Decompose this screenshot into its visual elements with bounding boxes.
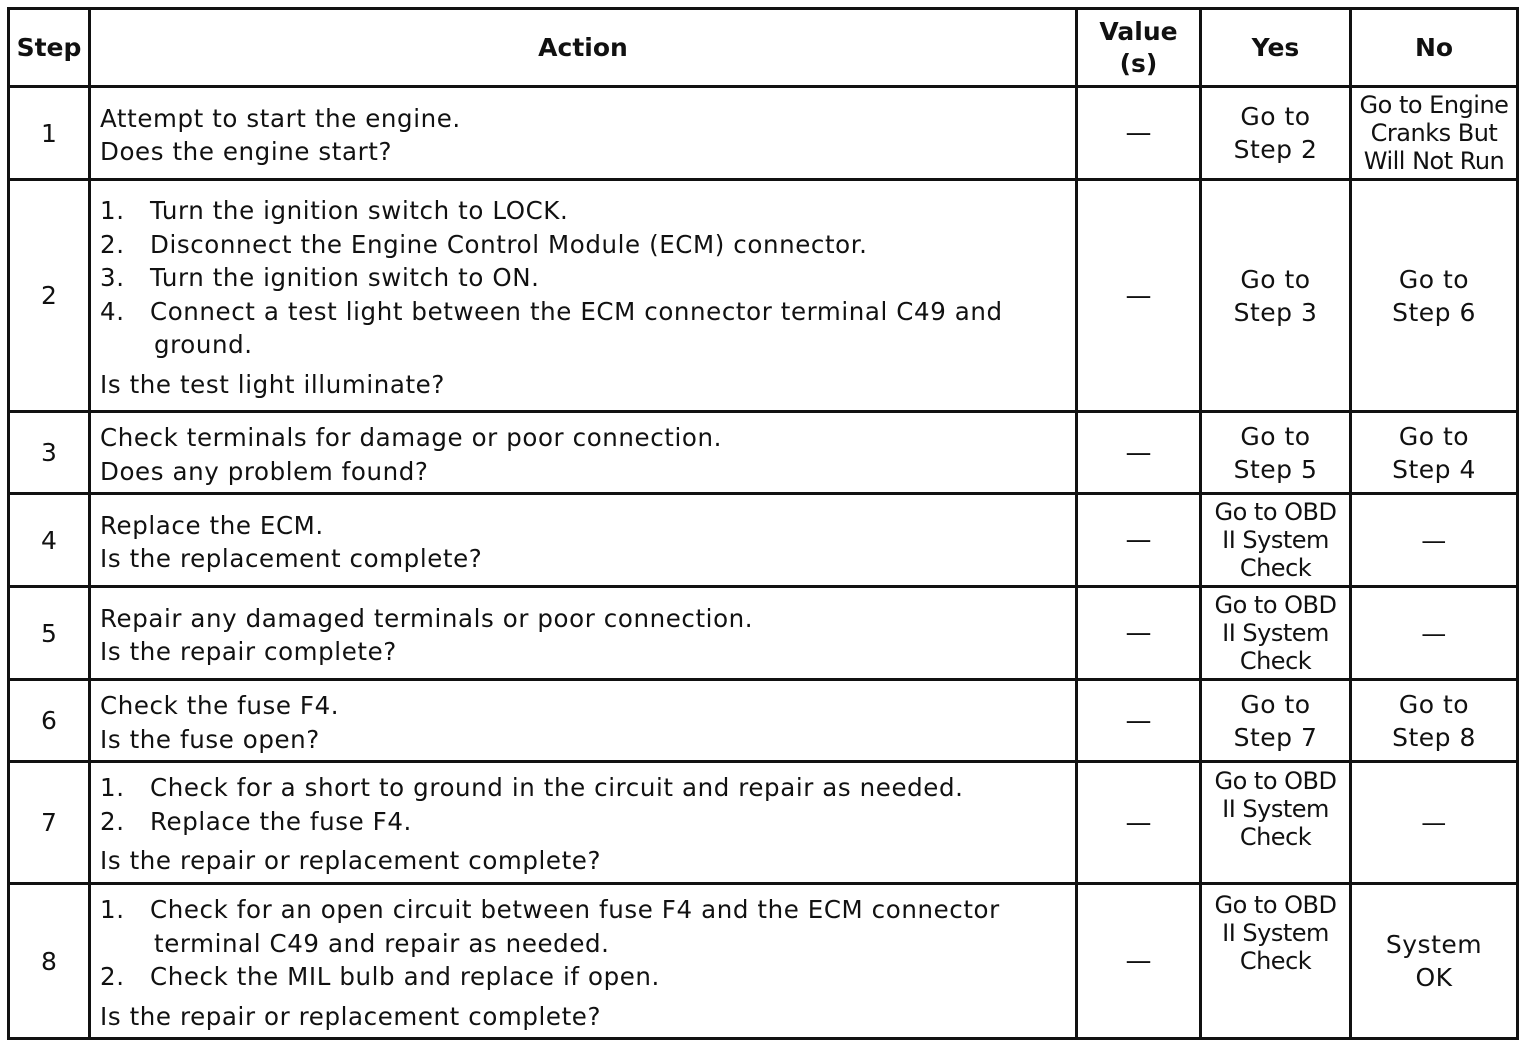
- step-number: 6: [9, 680, 90, 762]
- step-number: 2: [9, 180, 90, 412]
- item-number: 1.: [100, 196, 125, 225]
- yes-cell: [1201, 762, 1351, 884]
- item-number: 4.: [100, 296, 125, 326]
- item-text: Check for an open circuit between fuse F4 and the ECM connector: [150, 895, 1000, 924]
- item-text: Turn the ignition switch to LOCK.: [150, 196, 569, 225]
- step-number: 4: [9, 494, 90, 587]
- item-number: 3.: [100, 263, 125, 292]
- yes-link[interactable]: Go to OBD II System Check: [1214, 891, 1337, 975]
- item-text: Disconnect the Engine Control Module (ECM) connector.: [150, 229, 868, 259]
- table-row: [9, 762, 1518, 884]
- item-number: 2.: [100, 229, 125, 259]
- no-cell: [1351, 412, 1518, 494]
- action-question: Does the engine start?: [100, 137, 393, 166]
- action-line: Repair any damaged terminals or poor connection.: [100, 603, 754, 633]
- value-cell: —: [1077, 762, 1201, 884]
- value-cell: —: [1077, 87, 1201, 180]
- yes-link[interactable]: Go to OBD II System Check: [1214, 591, 1337, 675]
- value-cell: —: [1077, 680, 1201, 762]
- header-no: No: [1351, 9, 1518, 87]
- action-question: Is the replacement complete?: [100, 544, 483, 573]
- table-row: [9, 87, 1518, 180]
- yes-link[interactable]: Go to Step 2: [1233, 102, 1318, 164]
- action-cell: [90, 87, 1077, 180]
- header-step: Step: [9, 9, 90, 87]
- step-number: 7: [9, 762, 90, 884]
- action-question: Is the repair complete?: [100, 637, 397, 666]
- action-question: Is the fuse open?: [100, 724, 320, 754]
- item-text: Replace the fuse F4.: [150, 806, 412, 836]
- action-item: [100, 893, 1067, 927]
- yes-link[interactable]: Go to Step 7: [1233, 689, 1318, 752]
- step-number: 1: [9, 87, 90, 180]
- yes-link[interactable]: Go to Step 5: [1233, 421, 1318, 484]
- action-cell: [90, 762, 1077, 884]
- item-continuation: terminal C49 and repair as needed.: [154, 928, 610, 958]
- header-yes: Yes: [1201, 9, 1351, 87]
- action-question: Is the repair or replacement complete?: [100, 846, 602, 876]
- action-line: Attempt to start the engine.: [100, 103, 461, 133]
- action-question: Does any problem found?: [100, 456, 429, 486]
- yes-cell: [1201, 180, 1351, 412]
- action-line: Replace the ECM.: [100, 510, 324, 540]
- no-cell: [1351, 680, 1518, 762]
- value-cell: —: [1077, 412, 1201, 494]
- step-number: 8: [9, 884, 90, 1039]
- action-line: Check terminals for damage or poor connection.: [100, 423, 722, 452]
- item-text: Check for a short to ground in the circuit and repair as needed.: [150, 773, 964, 803]
- action-cell: [90, 180, 1077, 412]
- action-cell: [90, 680, 1077, 762]
- item-number: 1.: [100, 895, 125, 924]
- yes-cell: [1201, 494, 1351, 587]
- value-cell: —: [1077, 494, 1201, 587]
- action-line: Check the fuse F4.: [100, 691, 340, 720]
- value-cell: —: [1077, 587, 1201, 680]
- no-cell: —: [1351, 587, 1518, 680]
- no-link[interactable]: Go to Step 8: [1392, 689, 1476, 752]
- table-row: [9, 587, 1518, 680]
- no-cell: —: [1351, 494, 1518, 587]
- yes-link[interactable]: Go to Step 3: [1233, 264, 1318, 327]
- action-item: [100, 228, 1067, 262]
- system-ok-text: System OK: [1385, 930, 1483, 992]
- table-row: [9, 494, 1518, 587]
- table-row: [9, 180, 1518, 412]
- action-question: Is the test light illuminate?: [100, 369, 445, 399]
- diagnostic-table: [7, 7, 1519, 1040]
- no-link[interactable]: Go to Engine Cranks But Will Not Run: [1359, 91, 1509, 175]
- table-row: [9, 884, 1518, 1039]
- header-action: Action: [90, 9, 1077, 87]
- action-item: [100, 295, 1067, 329]
- table-row: [9, 680, 1518, 762]
- yes-link[interactable]: Go to OBD II System Check: [1214, 498, 1337, 582]
- item-text: Connect a test light between the ECM connector terminal C49 and: [150, 296, 1003, 326]
- action-cell: [90, 884, 1077, 1039]
- action-item: [100, 261, 1067, 295]
- no-link[interactable]: Go to Step 6: [1392, 264, 1476, 327]
- step-number: 5: [9, 587, 90, 680]
- no-cell: [1351, 180, 1518, 412]
- action-cell: [90, 587, 1077, 680]
- no-cell: [1351, 884, 1518, 1039]
- no-cell: —: [1351, 762, 1518, 884]
- action-item: [100, 960, 1067, 994]
- item-text: Turn the ignition switch to ON.: [150, 263, 540, 292]
- item-number: 2.: [100, 806, 125, 836]
- header-value: Value (s): [1077, 9, 1201, 87]
- action-question: Is the repair or replacement complete?: [100, 1001, 602, 1031]
- no-cell: [1351, 87, 1518, 180]
- value-cell: —: [1077, 180, 1201, 412]
- yes-cell: [1201, 884, 1351, 1039]
- item-number: 1.: [100, 773, 125, 803]
- action-item: [100, 805, 1067, 839]
- yes-cell: [1201, 680, 1351, 762]
- action-cell: [90, 412, 1077, 494]
- yes-link[interactable]: Go to OBD II System Check: [1214, 767, 1337, 851]
- header-row: [9, 9, 1518, 87]
- action-cell: [90, 494, 1077, 587]
- action-item: [100, 771, 1067, 805]
- yes-cell: [1201, 587, 1351, 680]
- item-number: 2.: [100, 962, 125, 991]
- item-continuation: ground.: [154, 330, 253, 359]
- table-row: [9, 412, 1518, 494]
- item-text: Check the MIL bulb and replace if open.: [150, 962, 660, 991]
- value-cell: —: [1077, 884, 1201, 1039]
- yes-cell: [1201, 412, 1351, 494]
- yes-cell: [1201, 87, 1351, 180]
- step-number: 3: [9, 412, 90, 494]
- action-item: [100, 194, 1067, 228]
- no-link[interactable]: Go to Step 4: [1392, 421, 1476, 484]
